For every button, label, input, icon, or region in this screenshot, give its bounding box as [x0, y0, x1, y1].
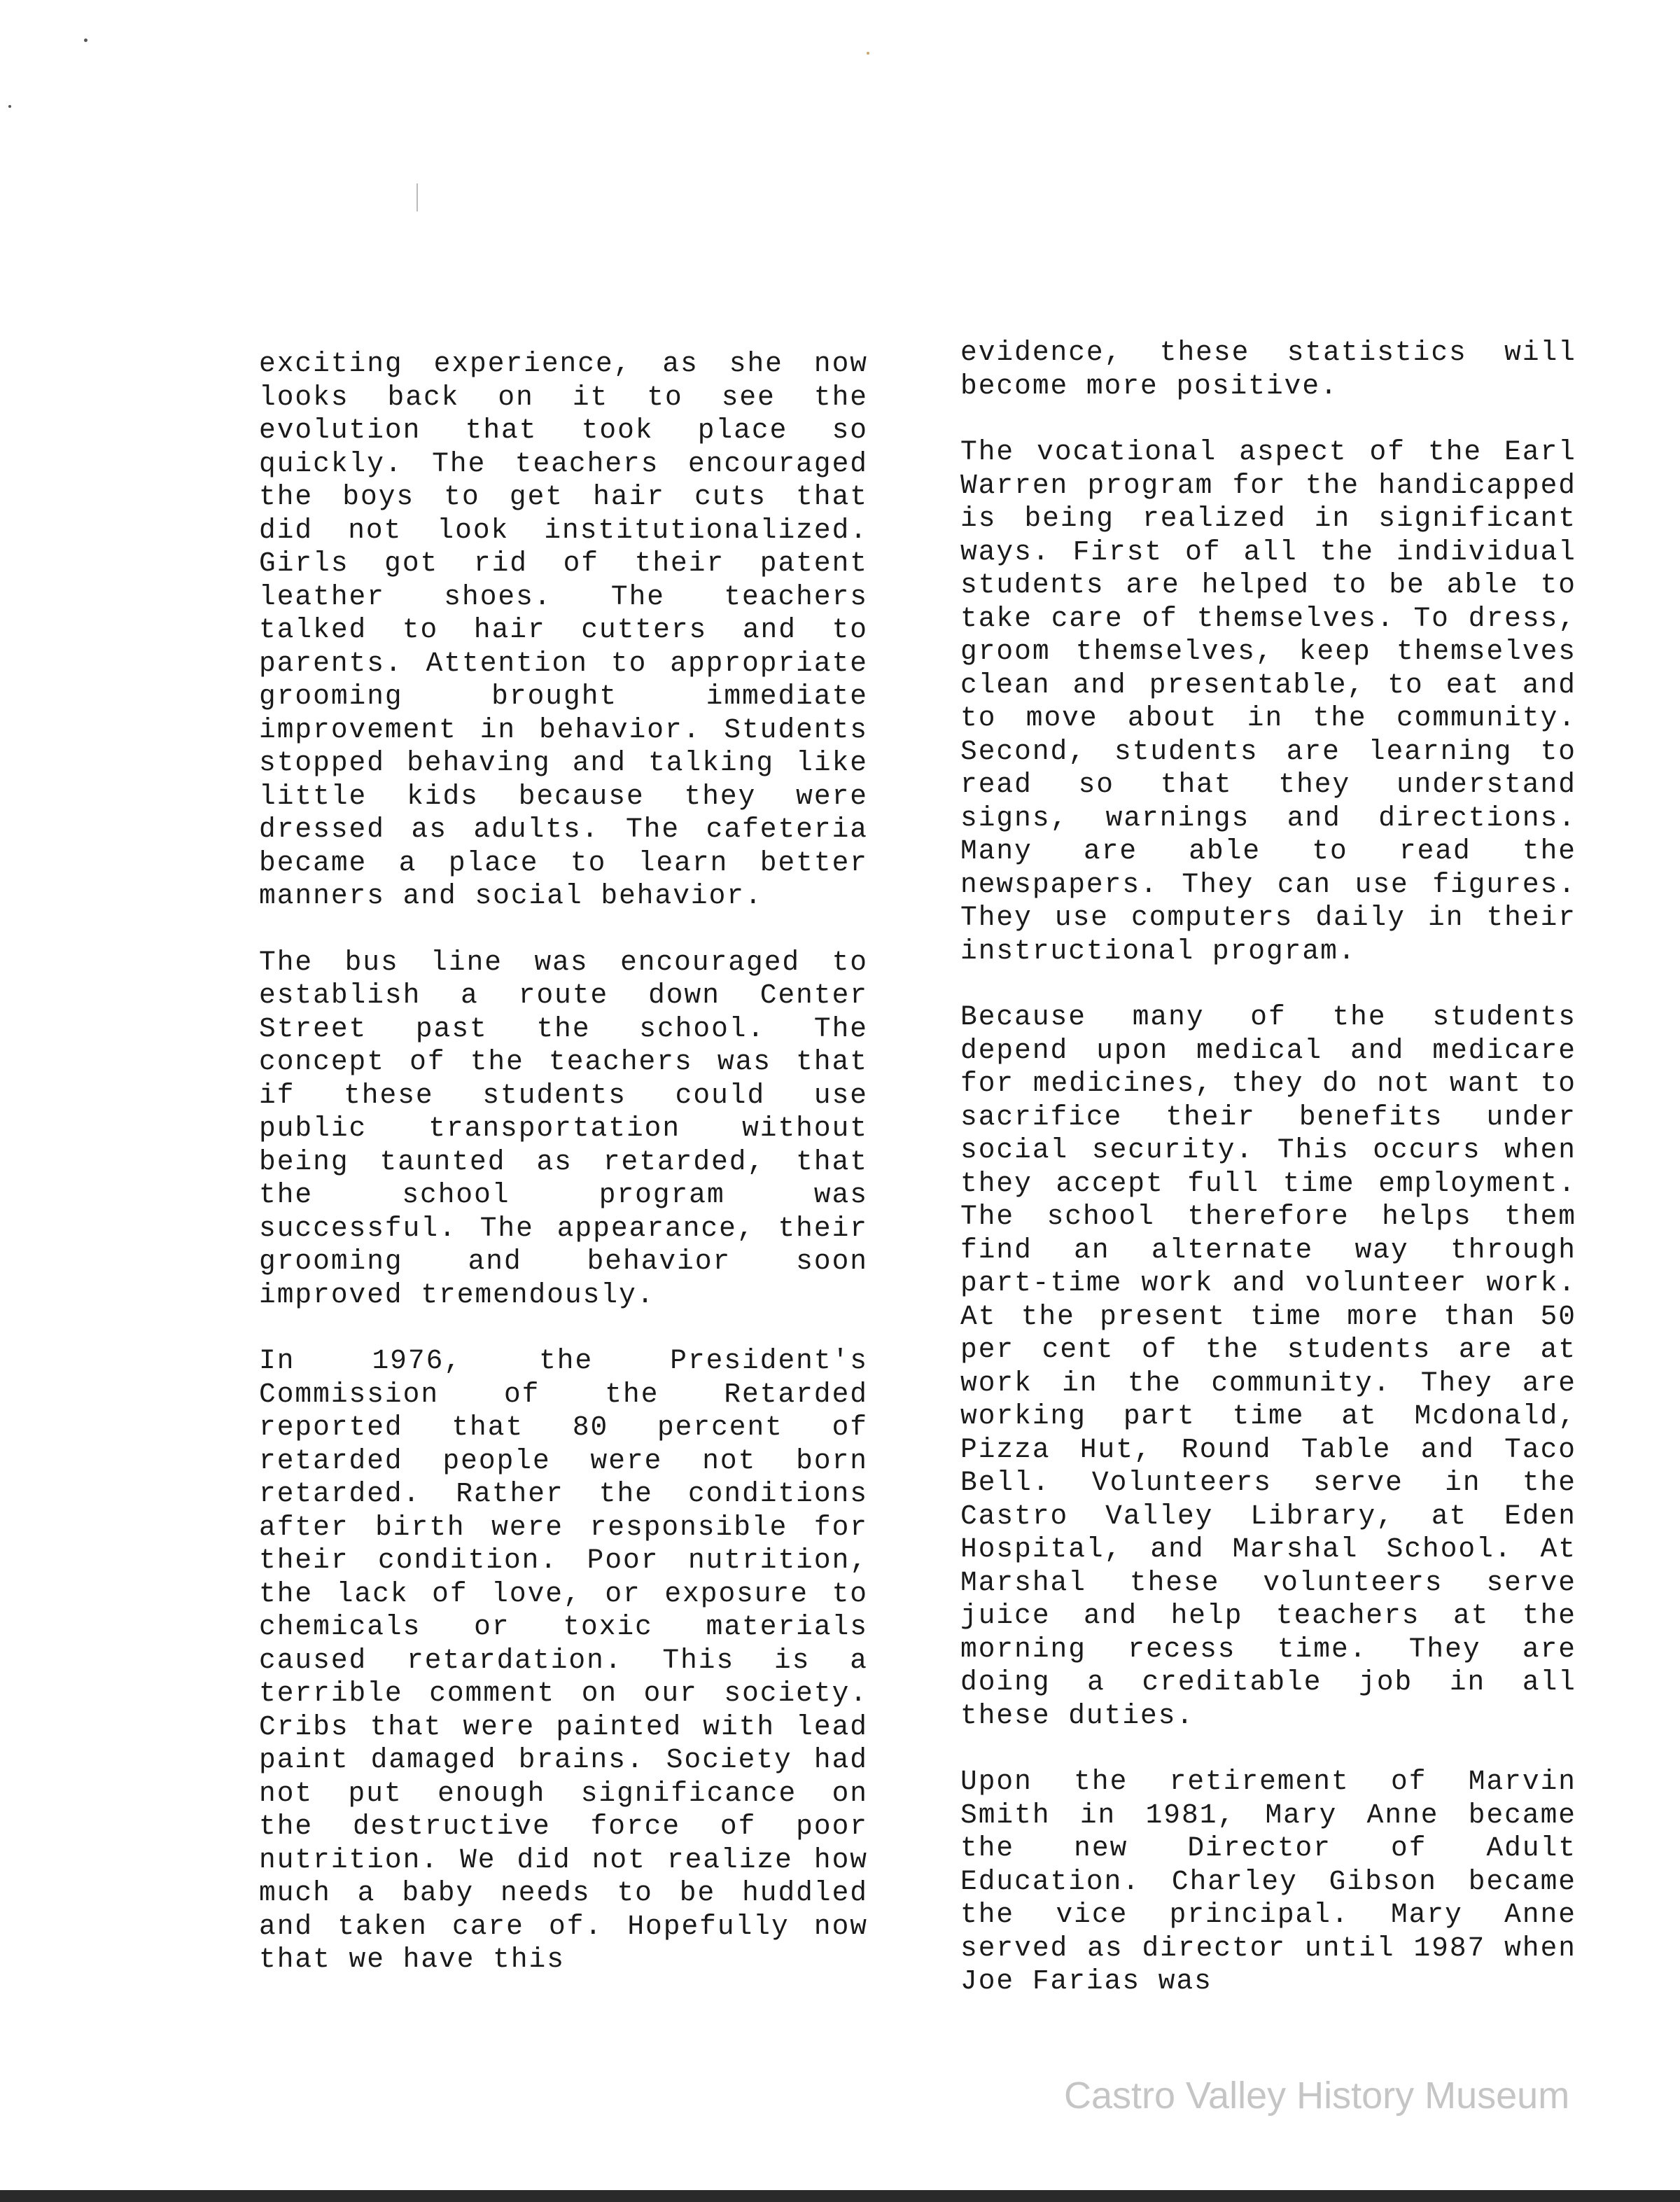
left-column [259, 347, 868, 1977]
paragraph-bus-line: The bus line was encouraged to establish a route down Center Street past the school. The concept of the teachers was that if these students could use public transportation without being taunted as retarded, that the school program was successful. The appearance, their grooming and behavior soon improved tremendously. [259, 946, 868, 1311]
scan-speck [84, 39, 88, 42]
paragraph-employment: Because many of the students depend upon medical and medicare for medicines, they do not want to sacrifice their benefits under social security. This occurs when they accept full time employment. The school therefore helps them find an alternate way through part-time work and volunteer work. At the present time more than 50 per cent of the students are at work in the community. They are working part time at Mcdonald, Pizza Hut, Round Table and Taco Bell. Volunteers serve in the Castro Valley Library, at Eden Hospital, and Marshal School. At Marshal these volunteers serve juice and help teachers at the morning recess time. They are doing a creditable job in all these duties. [960, 1001, 1576, 1731]
margin-mark [416, 183, 418, 211]
paragraph-commission-1976: In 1976, the President's Commission of the Retarded reported that 80 percent of retarded people were not born retarded. Rather the conditions after birth were responsible for their condition. Poor nutrition, the lack of love, or exposure to chemicals or toxic materials caused retardation. This is a terrible comment on our society. Cribs that were painted with lead paint damaged brains. Society had not put enough significance on the destructive force of poor nutrition. We did not realize how much a baby needs to be huddled and taken care of. Hopefully now that we have this [259, 1345, 868, 1975]
scan-bottom-edge [0, 2190, 1680, 2202]
paragraph-vocational: The vocational aspect of the Earl Warren program for the handicapped is being realized in significant ways. First of all the individual students are helped to be able to take care of themselves. To dress, groom themselves, keep themselves clean and presentable, to eat and to move about in the community. Second, students are learning to read so that they understand signs, warnings and directions. Many are able to read the newspapers. They can use figures. They use computers daily in their instructional program. [960, 436, 1576, 967]
paragraph-retirement: Upon the retirement of Marvin Smith in 1981, Mary Anne became the new Director of Adult Education. Charley Gibson became the vice principal. Mary Anne served as director until 1987 when Joe Farias was [960, 1766, 1576, 1997]
scan-speck [867, 52, 869, 55]
paragraph-evidence: evidence, these statistics will become more positive. [960, 337, 1576, 402]
scan-speck [8, 105, 11, 108]
right-column [960, 336, 1576, 1998]
watermark: Castro Valley History Museum [1064, 2075, 1570, 2117]
paragraph-grooming: exciting experience, as she now looks back on it to see the evolution that took place so quickly. The teachers encouraged the boys to get hair cuts that did not look institutionalized. Girls got rid of their patent leather shoes. The teachers talked to hair cutters and to parents. Attention to appropriate grooming brought immediate improvement in behavior. Students stopped behaving and talking like little kids because they were dressed as adults. The cafeteria became a place to learn better manners and social behavior. [259, 348, 868, 912]
